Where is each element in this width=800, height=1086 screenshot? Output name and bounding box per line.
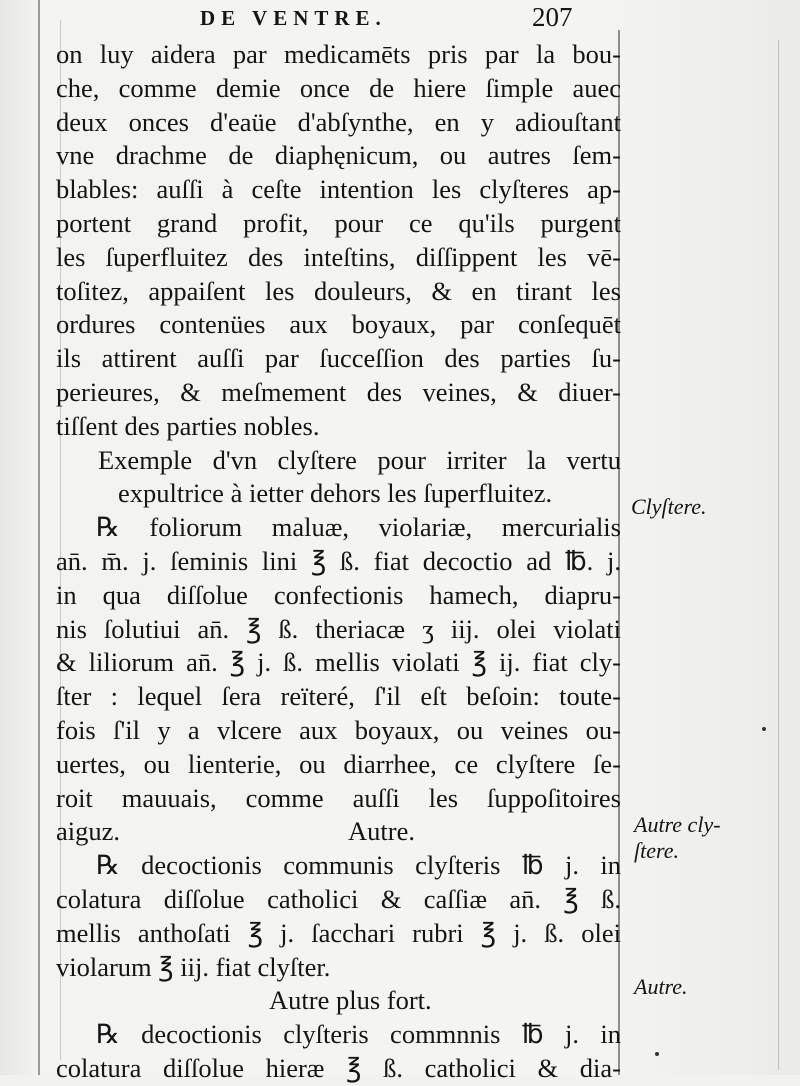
recipe-line: roit mauuais, comme auſſi les ſuppoſitoires bbox=[56, 782, 621, 813]
recipe-line: colatura diſſolue hieræ ℥ ß. catholici & dia- bbox=[56, 1052, 621, 1083]
recipe-line: ſter : lequel ſera reïteré, ſ'il eſt beſoin: toute- bbox=[56, 681, 621, 712]
recipe-heading-line: Exemple d'vn clyſtere pour irriter la vertu bbox=[98, 444, 621, 475]
recipe-heading-line: expultrice à ietter dehors les ſuperfluitez. bbox=[118, 478, 553, 509]
recipe-line: violarum ℥ iij. fiat clyſter. bbox=[56, 951, 331, 982]
text-line: vne drachme de diaphęnicum, ou autres ſem- bbox=[56, 140, 621, 171]
recipe-line: an̄. m̄. j. ſeminis lini ℥ ß. fiat decoctio ad ℔. j. bbox=[56, 545, 621, 576]
text-line: portent grand profit, pour ce qu'ils purgent bbox=[56, 207, 621, 238]
text-line: blables: auſſi à ceſte intention les clyſteres ap- bbox=[56, 174, 621, 205]
main-text-block bbox=[56, 38, 621, 1086]
recipe-line: uertes, ou lienterie, ou diarrhee, ce clyſtere ſe- bbox=[56, 748, 621, 779]
recipe-line: colatura diſſolue catholici & caſſiæ an̄. ℥ ß. bbox=[56, 883, 621, 914]
recipe-line: ℞ foliorum maluæ, violariæ, mercurialis bbox=[96, 512, 621, 543]
text-line: toſitez, appaiſent les douleurs, & en tirant les bbox=[56, 275, 621, 306]
section-heading-autre-plus-fort: Autre plus fort. bbox=[269, 985, 432, 1016]
margin-note-autre-clystere-cont: ſtere. bbox=[634, 838, 679, 863]
text-line: les ſuperfluitez des inteſtins, diſſippent les vē- bbox=[56, 241, 621, 272]
text-line: che, comme demie once de hiere ſimple auec bbox=[56, 72, 621, 103]
recipe-line: ℞ decoctionis clyſteris commnnis ℔ j. in bbox=[96, 1019, 621, 1050]
gutter-shadow bbox=[38, 0, 40, 1075]
page-number: 207 bbox=[532, 2, 573, 32]
recipe-line: in qua diſſolue confectionis hamech, diapru- bbox=[56, 579, 621, 610]
text-line: tiſſent des parties nobles. bbox=[56, 410, 320, 441]
page-edge-rule bbox=[778, 40, 779, 1070]
page-header bbox=[200, 2, 620, 36]
margin-note-autre: Autre. bbox=[634, 974, 688, 999]
recipe-line: & liliorum an̄. ℥ j. ß. mellis violati ℥ ij. fiat cly- bbox=[56, 647, 621, 678]
ink-spot bbox=[762, 727, 766, 731]
text-line: ordures contenües aux boyaux, par conſequēt bbox=[56, 309, 621, 340]
margin-note-clystere: Clyſtere. bbox=[631, 494, 707, 519]
running-head: DE VENTRE. bbox=[200, 6, 387, 30]
text-line: perieures, & meſmement des veines, & diuer- bbox=[56, 376, 621, 407]
ink-spot bbox=[655, 1052, 659, 1056]
text-line: on luy aidera par medicamēts pris par la bou- bbox=[56, 39, 621, 69]
section-heading-autre: Autre. bbox=[348, 816, 415, 847]
recipe-line: ℞ decoctionis communis clyſteris ℔ j. in bbox=[96, 850, 621, 881]
text-line: ils attirent auſſi par ſucceſſion des parties ſu- bbox=[56, 343, 621, 374]
recipe-line: nis ſolutiui an̄. ℥ ß. theriacæ ʒ iij. olei violati bbox=[56, 613, 621, 644]
recipe-line bbox=[56, 815, 621, 849]
recipe-line-end: aiguz. bbox=[56, 816, 121, 847]
recipe-line: fois ſ'il y a vlcere aux boyaux, ou veines ou- bbox=[56, 714, 621, 745]
recipe-line: mellis anthoſati ℥ j. ſacchari rubri ℥ j. ß. olei bbox=[56, 917, 621, 948]
margin-note-autre-clystere: Autre cly- bbox=[634, 812, 721, 837]
text-line: deux onces d'eaüe d'abſynthe, en y adiouſtant bbox=[56, 106, 621, 137]
